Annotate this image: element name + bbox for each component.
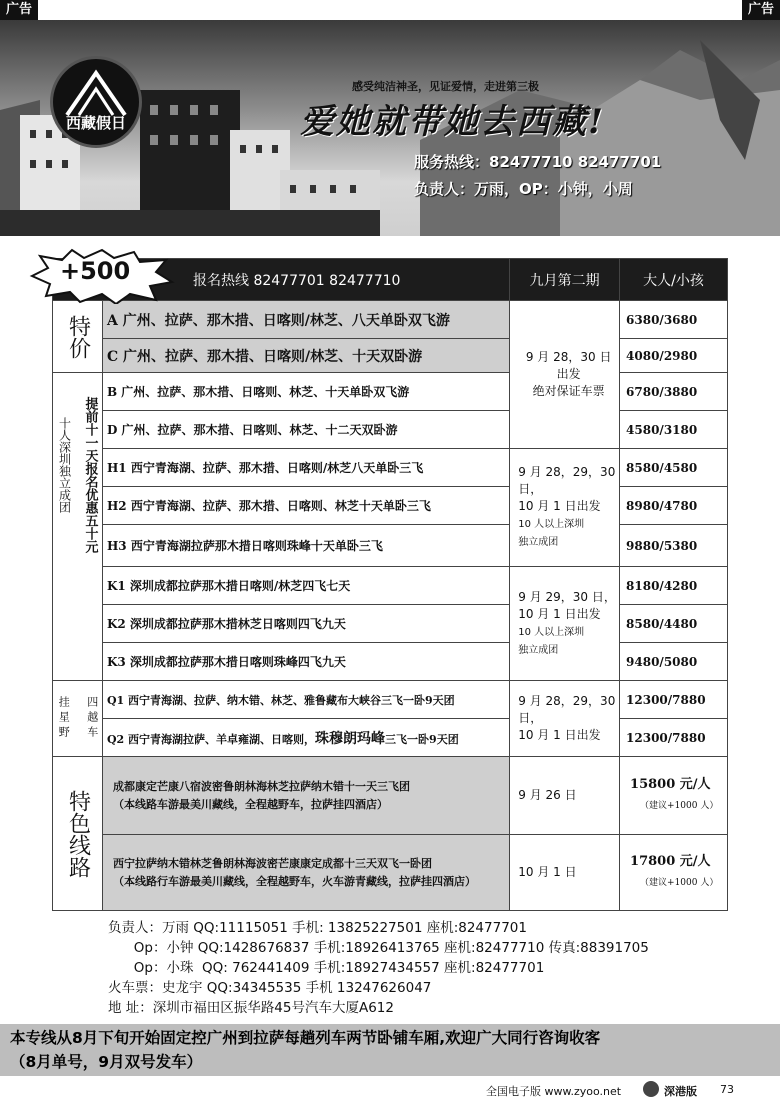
notice-banner: 本专线从8月下旬开始固定控广州到拉萨每趟列车两节卧铺车厢,欢迎广大同行咨询收客 （8月单号，9月双号发车） — [0, 1024, 780, 1076]
page-number: 73 — [720, 1083, 734, 1096]
contact-line: 负责人：万雨 QQ:11115051 手机: 13825227501 座机:82477701 — [108, 920, 527, 936]
route-k2: K2 深圳成都拉萨那木措林芝日喀则四飞九天 — [102, 605, 509, 643]
contact-line: 火车票：史龙宇 QQ:34345535 手机 13247626047 — [108, 980, 432, 996]
logo-emblem — [50, 56, 142, 148]
feature-route-1: 成都康定芒康八宿波密鲁朗林海林芝拉萨纳木错十一天三飞团 （本线路车游最美川藏线，全程越野车，拉萨挂四酒店） — [102, 757, 509, 835]
banner-contact: 负责人：万雨，OP：小钟，小周 — [414, 180, 633, 198]
category-group: 十人深圳独立成团 提前十一天报名优惠五十元 — [53, 373, 103, 681]
header-price: 大人/小孩 — [620, 259, 728, 301]
table-row — [53, 339, 728, 373]
price-h2: 8980/4780 — [620, 487, 728, 525]
header-hotline: 报名热线 82477701 82477710 — [53, 259, 510, 301]
table-row — [53, 301, 728, 339]
table-row — [53, 373, 728, 411]
price-d: 4580/3180 — [620, 411, 728, 449]
logo-text: 西藏假日 — [65, 114, 126, 132]
feature-price-2: 17800 元/人 （建议+1000 人） — [620, 835, 728, 911]
price-h3: 9880/5380 — [620, 525, 728, 567]
route-c: C 广州、拉萨、那木措、日喀则/林芝、十天双卧游 — [102, 339, 509, 373]
route-d: D 广州、拉萨、那木措、日喀则、林芝、十二天双卧游 — [102, 411, 509, 449]
feature-date-2: 10 月 1 日 — [510, 835, 620, 911]
table-row — [53, 525, 728, 567]
route-q1: Q1 西宁青海湖、拉萨、纳木错、林芝、雅鲁藏布大峡谷三飞一卧9天团 — [102, 681, 509, 719]
date-group-a: 9 月 28，30 日 出发 绝对保证车票 — [510, 301, 620, 449]
price-a: 6380/3680 — [620, 301, 728, 339]
feature-date-1: 9 月 26 日 — [510, 757, 620, 835]
banner-slogan: 爱她就带她去西藏! — [300, 102, 605, 142]
date-group-k: 9 月 29，30 日， 10 月 1 日出发 10 人以上深圳 独立成团 — [510, 567, 620, 681]
ad-tag-right: 广告 — [742, 0, 780, 20]
table-row — [53, 681, 728, 719]
footer — [0, 1080, 780, 1100]
footer-edition: 深港版 — [664, 1085, 697, 1098]
price-k1: 8180/4280 — [620, 567, 728, 605]
route-q2: Q2 西宁青海湖拉萨、羊卓雍湖、日喀则，珠穆朗玛峰三飞一卧9天团 — [102, 719, 509, 757]
ad-tag-left: 广告 — [0, 0, 38, 20]
footer-site: 全国电子版 www.zyoo.net — [486, 1085, 622, 1098]
route-h3: H3 西宁青海湖拉萨那木措日喀则珠峰十天单卧三飞 — [102, 525, 509, 567]
category-special: 特价 — [53, 301, 103, 373]
table-row — [53, 411, 728, 449]
route-a: A 广州、拉萨、那木措、日喀则/林芝、八天单卧双飞游 — [102, 301, 509, 339]
price-q2: 12300/7880 — [620, 719, 728, 757]
contact-info — [108, 918, 649, 1018]
banner-tagline: 感受纯洁神圣，见证爱情，走进第三极 — [352, 80, 539, 93]
tour-price-table — [52, 258, 728, 911]
feature-route-2: 西宁拉萨纳木错林芝鲁朗林海波密芒康康定成都十三天双飞一卧团 （本线路行车游最美川藏线，全程越野车，火车游青藏线，拉萨挂四酒店） — [102, 835, 509, 911]
header-period: 九月第二期 — [510, 259, 620, 301]
table-row — [53, 757, 728, 835]
table-row — [53, 643, 728, 681]
price-b: 6780/3880 — [620, 373, 728, 411]
route-k3: K3 深圳成都拉萨那木措日喀则珠峰四飞九天 — [102, 643, 509, 681]
price-h1: 8580/4580 — [620, 449, 728, 487]
table-row — [53, 487, 728, 525]
contact-line: Op：小珠 QQ: 762441409 手机:18927434557 座机:82477701 — [108, 960, 545, 976]
table-row — [53, 605, 728, 643]
category-feature: 特色线路 — [53, 757, 103, 911]
discount-badge-text: +500 — [60, 257, 131, 285]
route-h1: H1 西宁青海湖、拉萨、那木措、日喀则/林芝八天单卧三飞 — [102, 449, 509, 487]
route-h2: H2 西宁青海湖、拉萨、那木措、日喀则、林芝十天单卧三飞 — [102, 487, 509, 525]
contact-line: 地 址：深圳市福田区振华路45号汽车大厦A612 — [108, 1000, 394, 1016]
date-group-h: 9 月 28，29，30 日， 10 月 1 日出发 10 人以上深圳 独立成团 — [510, 449, 620, 567]
feature-price-1: 15800 元/人 （建议+1000 人） — [620, 757, 728, 835]
banner-hotline: 服务热线：82477710 82477701 — [414, 153, 662, 171]
date-group-q: 9 月 28，29，30 日， 10 月 1 日出发 — [510, 681, 620, 757]
price-k3: 9480/5080 — [620, 643, 728, 681]
route-b: B 广州、拉萨、那木措、日喀则、林芝、十天单卧双飞游 — [102, 373, 509, 411]
table-row — [53, 567, 728, 605]
price-k2: 8580/4480 — [620, 605, 728, 643]
category-offroad: 挂星野 四越车 — [53, 681, 103, 757]
route-k1: K1 深圳成都拉萨那木措日喀则/林芝四飞七天 — [102, 567, 509, 605]
table-row — [53, 835, 728, 911]
table-row — [53, 719, 728, 757]
table-row — [53, 449, 728, 487]
banner — [0, 20, 780, 236]
price-q1: 12300/7880 — [620, 681, 728, 719]
contact-line: Op：小钟 QQ:1428676837 手机:18926413765 座机:82477710 传真:88391705 — [108, 940, 649, 956]
price-c: 4080/2980 — [620, 339, 728, 373]
footer-logo-icon — [643, 1081, 659, 1097]
